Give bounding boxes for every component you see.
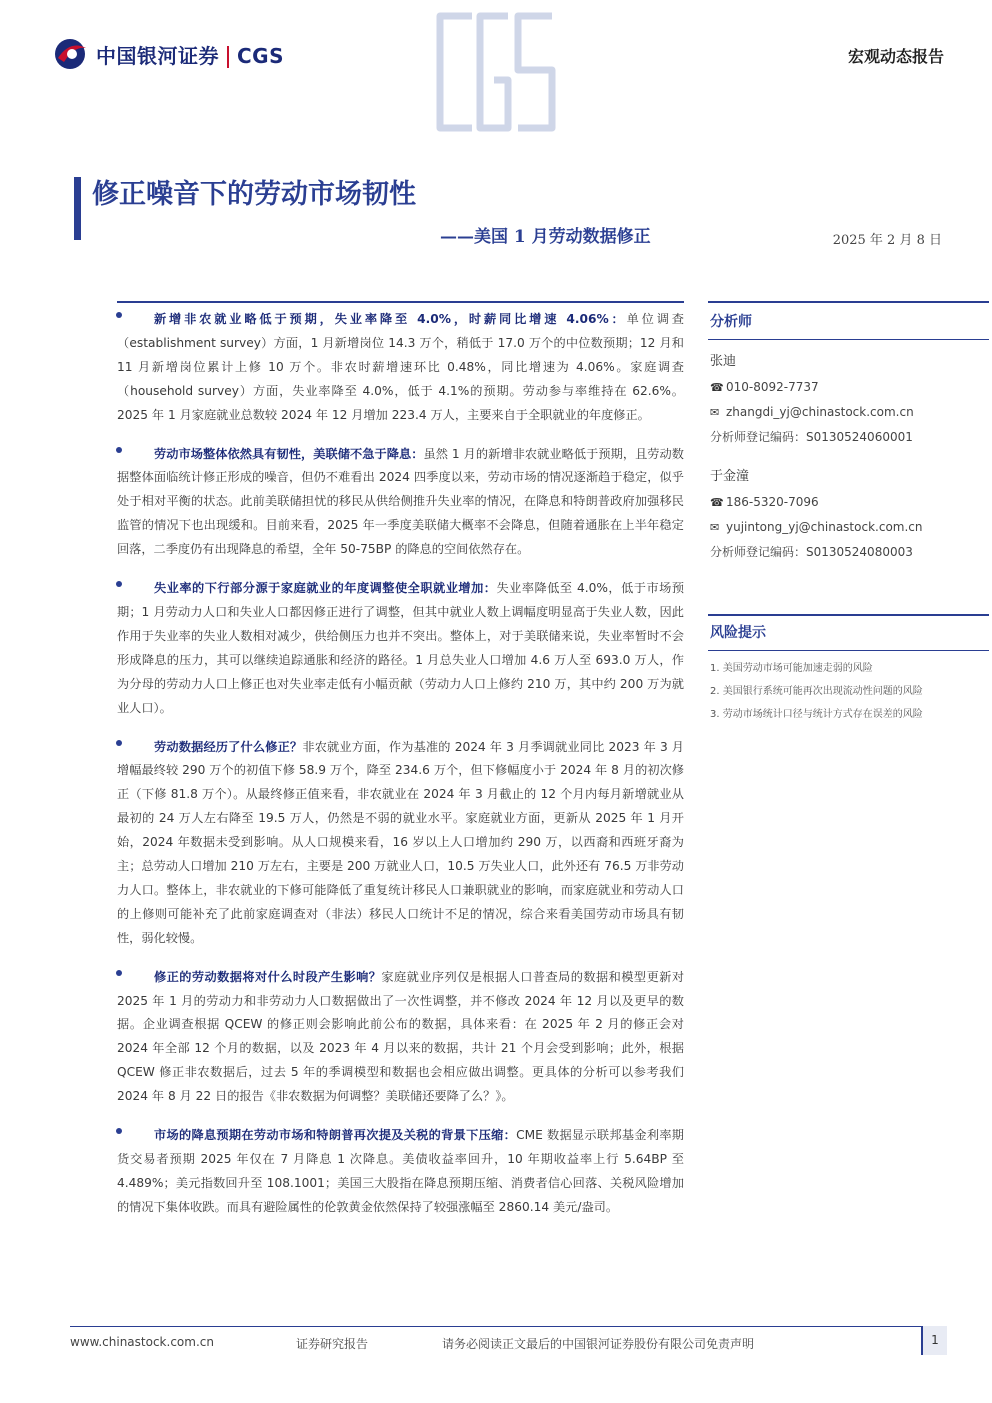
logo-separator [227,46,229,68]
bullet-icon [116,312,122,318]
cgs-watermark [432,10,560,134]
analyst-reg: 分析师登记编码：S0130524080003 [710,545,913,559]
title-accent-bar [74,177,81,240]
report-title: 修正噪音下的劳动市场韧性 [92,179,416,210]
paragraph-lead: 新增非农就业略低于预期，失业率降至 4.0%，时薪同比增速 4.06%： [154,312,627,326]
paragraph-5 [117,966,684,1109]
paragraph-3 [117,577,684,720]
sidebar [708,308,989,726]
main-top-rule [117,301,684,303]
footer-url[interactable]: www.chinastock.com.cn [70,1335,214,1349]
paragraph-body: 失业率降低至 4.0%，低于市场预期；1 月劳动力人口和失业人口都因修正进行了调整，但其中就业人数上调幅度明显高于失业人数，因此作用于失业率的失业人数相对减少，供给侧压力也并不突出。整体上，对于美联储来说，失业率暂时不会形成降息的压力，其可以继续追踪通胀和经济的路径。1 月总失业人口增加 4.6 万人至 693.0 万人，作为分母的劳动力人口上修正也对失业率走低有小幅贡献（劳动力人口上修约 210 万，其中约 200 万为就业人口）。 [117,581,685,715]
analyst-phone: ☎ 010-8092-7737 [710,375,989,400]
paragraph-6 [117,1124,684,1220]
paragraph-body: 家庭就业序列仅是根据人口普查局的数据和模型更新对 2025 年 1 月的劳动力和非劳动力人口数据做出了一次性调整，并不修改 2024 年 12 月以及更早的数据。企业调查根据 QCEW 的修正则会影响此前公布的数据，具体来看：在 2025 年 2 月的修正会对 2024 年全部 12 个月的数据，以及 2023 年 4 月以来的数据，共计 21 个月会受到影响；此外，根据 QCEW 修正非农数据后，过去 5 年的季调模型和数据也会相应做出调整。更具体的分析可以参考我们 2024 年 8 月 22 日的报告《非农数据为何调整？美联储还要降了么？》。 [117,969,685,1104]
paragraph-lead: 市场的降息预期在劳动市场和特朗普再次提及关税的背景下压缩： [154,1128,517,1143]
footer-rule [70,1326,922,1327]
bullet-icon [116,447,122,453]
phone-icon: ☎ [710,381,724,394]
risk-heading-rule [708,650,989,651]
email-icon: ✉ [710,406,720,419]
brand-logo [52,36,284,72]
analyst-name: 于金潼 [710,469,750,484]
email-icon: ✉ [710,521,720,534]
paragraph-2 [117,443,684,563]
analyst-email[interactable]: ✉ zhangdi_yj@chinastock.com.cn [710,400,989,425]
risk-rule [708,614,989,616]
paragraph-lead: 失业率的下行部分源于家庭就业的年度调整使全职就业增加： [154,581,497,596]
logo-text [96,40,284,69]
report-subtitle: ——美国 1 月劳动数据修正 [440,227,651,247]
risk-heading: 风险提示 [710,625,766,641]
analyst-reg: 分析师登记编码：S0130524060001 [710,430,913,444]
risk-item: 2. 美国银行系统可能再次出现流动性问题的风险 [710,686,923,697]
risk-item: 1. 美国劳动市场可能加速走弱的风险 [710,663,873,674]
paragraph-4 [117,736,684,951]
phone-icon: ☎ [710,496,724,509]
analyst-heading: 分析师 [710,314,752,330]
logo-en: CGS [237,43,284,68]
analyst-rule [708,339,989,340]
paragraph-body: 虽然 1 月的新增非农就业略低于预期，且劳动数据整体面临统计修正形成的噪音，但仍不难看出 2024 四季度以来，劳动市场的情况逐渐趋于稳定，似乎处于相对平衡的状态。此前美联储担忧的移民从供给侧推升失业率的情况，在降息和特朗普政府加强移民监管的情况下也出现缓和。目前来看，2025 年一季度美联储大概率不会降息，但随着通胀在上半年稳定回落，二季度仍有出现降息的希望，全年 50-75BP 的降息的空间依然存在。 [117,446,684,557]
report-type: 宏观动态报告 [847,47,944,66]
paragraph-1 [117,308,684,428]
page-number: 1 [921,1326,947,1355]
side-top-rule [708,301,989,303]
bullet-icon [116,740,122,746]
bullet-icon [116,970,122,976]
analyst-card [708,465,989,564]
analyst-name: 张迪 [710,354,737,369]
analyst-phone: ☎ 186-5320-7096 [710,490,989,515]
analyst-card [708,350,989,449]
paragraph-body: 非农就业方面，作为基准的 2024 年 3 月季调就业同比 2023 年 3 月增幅最终较 290 万个的初值下修 58.9 万个，降至 234.6 万个，但下修幅度小于 2024 年 8 月的初次修正（下修 81.8 万个）。从最终修正值来看，非农就业在 2024 年 3 月截止的 12 个月内每月新增就业从最初的 24 万人左右降至 19.5 万人，仍然是不弱的就业水平。家庭就业方面，更新从 2025 年 1 月开始，2024 年数据未受到影响。从人口规模来看，16 岁以上人口增加约 290 万，以西裔和西班牙裔为主；总劳动人口增加 210 万左右，主要是 200 万就业人口，10.5 万失业人口，此外还有 76.5 万非劳动力人口。整体上，非农就业的下修可能降低了重复统计移民人口兼职就业的影响，而家庭就业和劳动人口的上修则可能补充了此前家庭调查对（非法）移民人口统计不足的情况，综合来看美国劳动市场具有韧性，弱化较慢。 [117,739,684,945]
report-date: 2025 年 2 月 8 日 [832,233,942,248]
footer-category: 证券研究报告 [296,1337,369,1351]
footer-disclaimer: 请务必阅读正文最后的中国银河证券股份有限公司免责声明 [442,1337,755,1351]
paragraph-lead: 劳动市场整体依然具有韧性，美联储不急于降息： [154,446,424,461]
galaxy-logo-icon [52,36,90,72]
paragraph-lead: 修正的劳动数据将对什么时段产生影响？ [154,969,382,984]
risk-section [708,614,989,726]
main-body [117,308,684,1235]
watermark-text: CGS [496,80,499,81]
logo-cn: 中国银河证券 [96,43,219,68]
paragraph-lead: 劳动数据经历了什么修正？ [154,739,303,754]
paragraph-body: 单位调查（establishment survey）方面，1 月新增岗位 14.3 万个，稍低于 17.0 万个的中位数预期；12 月和 11 月新增岗位累计上修 10 万个。非农时薪增速环比 0.48%，同比增速为 4.06%。家庭调查（household survey）方面，失业率降至 4.0%，低于 4.1%的预期。劳动参与率维持在 62.6%。2025 年 1 月家庭就业总数较 2024 年 12 月增加 223.4 万人，主要来自于全职就业的年度修正。 [117,312,684,422]
paragraph-body: CME 数据显示联邦基金利率期货交易者预期 2025 年仅在 7 月降息 1 次降息。美债收益率回升，10 年期收益率上行 5.64BP 至 4.489%；美元指数回升至 108.1001；美国三大股指在降息预期压缩、消费者信心回落、关税风险增加的情况下集体收跌。而具有避险属性的伦敦黄金依然保持了较强涨幅至 2860.14 美元/盎司。 [117,1128,684,1214]
risk-item: 3. 劳动市场统计口径与统计方式存在误差的风险 [710,709,923,720]
analyst-email[interactable]: ✉ yujintong_yj@chinastock.com.cn [710,515,989,540]
